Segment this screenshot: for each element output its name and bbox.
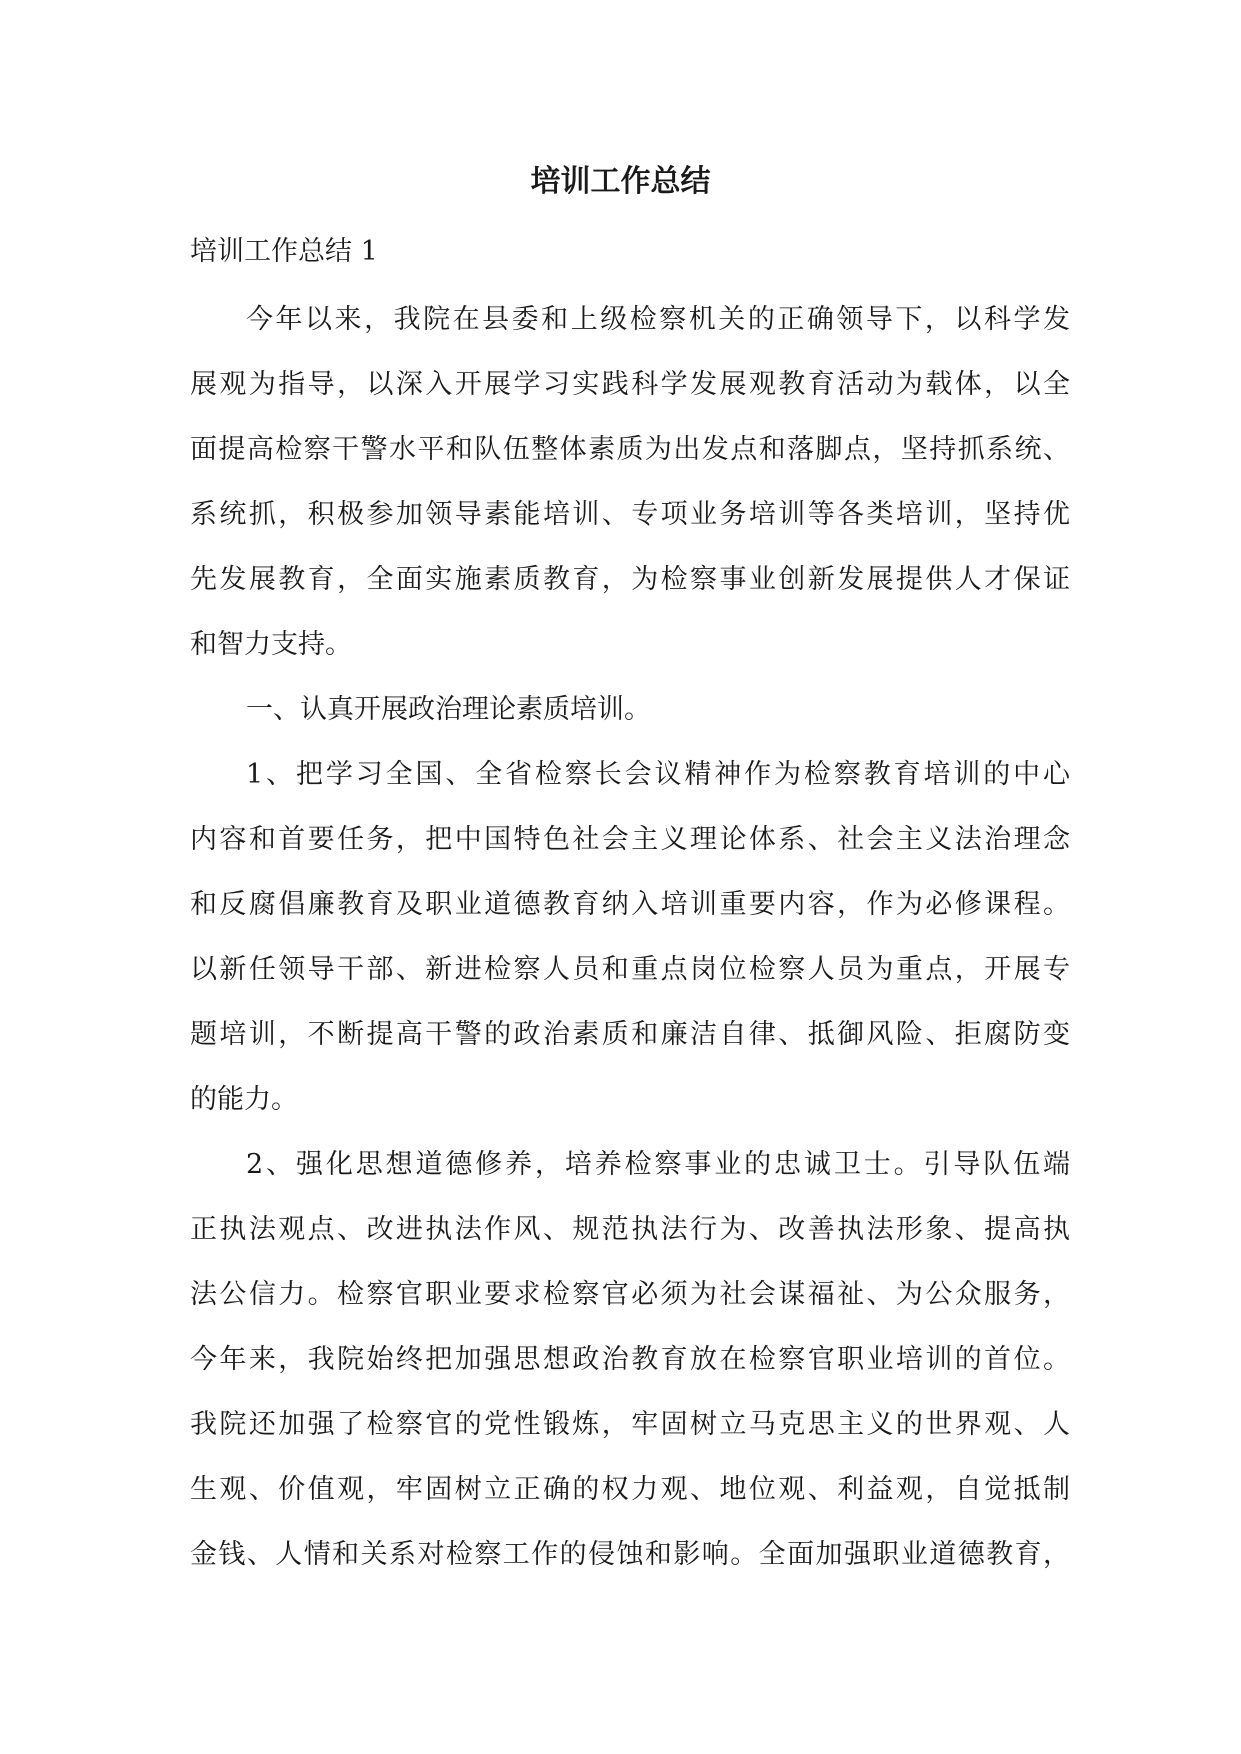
paragraph-2	[190, 677, 1070, 742]
paragraph-line: 展观为指导，以深入开展学习实践科学发展观教育活动为载体，以全	[190, 369, 1070, 400]
paragraph-line: 正执法观点、改进执法作风、规范执法行为、改善执法形象、提高执	[190, 1214, 1070, 1245]
paragraph-line: 和反腐倡廉教育及职业道德教育纳入培训重要内容，作为必修课程。	[190, 889, 1070, 920]
paragraph-line: 法公信力。检察官职业要求检察官必须为社会谋福祉、为公众服务，	[190, 1279, 1070, 1310]
document-body	[190, 287, 1070, 1587]
paragraph-3	[190, 742, 1070, 1132]
paragraph-line: 生观、价值观，牢固树立正确的权力观、地位观、利益观，自觉抵制	[190, 1474, 1070, 1505]
paragraph-line: 今年以来，我院在县委和上级检察机关的正确领导下，以科学发	[246, 304, 1070, 335]
paragraph-line: 的能力。	[190, 1084, 298, 1115]
paragraph-line: 今年来，我院始终把加强思想政治教育放在检察官职业培训的首位。	[190, 1344, 1070, 1375]
subsection-heading: 一、认真开展政治理论素质培训。	[246, 694, 651, 725]
paragraph-line: 1、把学习全国、全省检察长会议精神作为检察教育培训的中心	[246, 759, 1070, 790]
paragraph-line: 我院还加强了检察官的党性锻炼，牢固树立马克思主义的世界观、人	[190, 1409, 1070, 1440]
paragraph-1	[190, 287, 1070, 677]
paragraph-line: 以新任领导干部、新进检察人员和重点岗位检察人员为重点，开展专	[190, 954, 1070, 985]
document-title: 培训工作总结	[530, 164, 711, 199]
paragraph-line: 题培训，不断提高干警的政治素质和廉洁自律、抵御风险、拒腐防变	[190, 1019, 1070, 1050]
paragraph-line: 内容和首要任务，把中国特色社会主义理论体系、社会主义法治理念	[190, 824, 1070, 855]
paragraph-line: 系统抓，积极参加领导素能培训、专项业务培训等各类培训，坚持优	[190, 499, 1070, 530]
paragraph-4	[190, 1132, 1070, 1587]
paragraph-line: 2、强化思想道德修养，培养检察事业的忠诚卫士。引导队伍端	[246, 1149, 1070, 1180]
paragraph-line: 金钱、人情和关系对检察工作的侵蚀和影响。全面加强职业道德教育，	[190, 1539, 1070, 1570]
paragraph-line: 和智力支持。	[190, 629, 352, 660]
section-heading: 培训工作总结 1	[190, 236, 378, 267]
paragraph-line: 先发展教育，全面实施素质教育，为检察事业创新发展提供人才保证	[190, 564, 1070, 595]
paragraph-line: 面提高检察干警水平和队伍整体素质为出发点和落脚点，坚持抓系统、	[190, 434, 1070, 465]
